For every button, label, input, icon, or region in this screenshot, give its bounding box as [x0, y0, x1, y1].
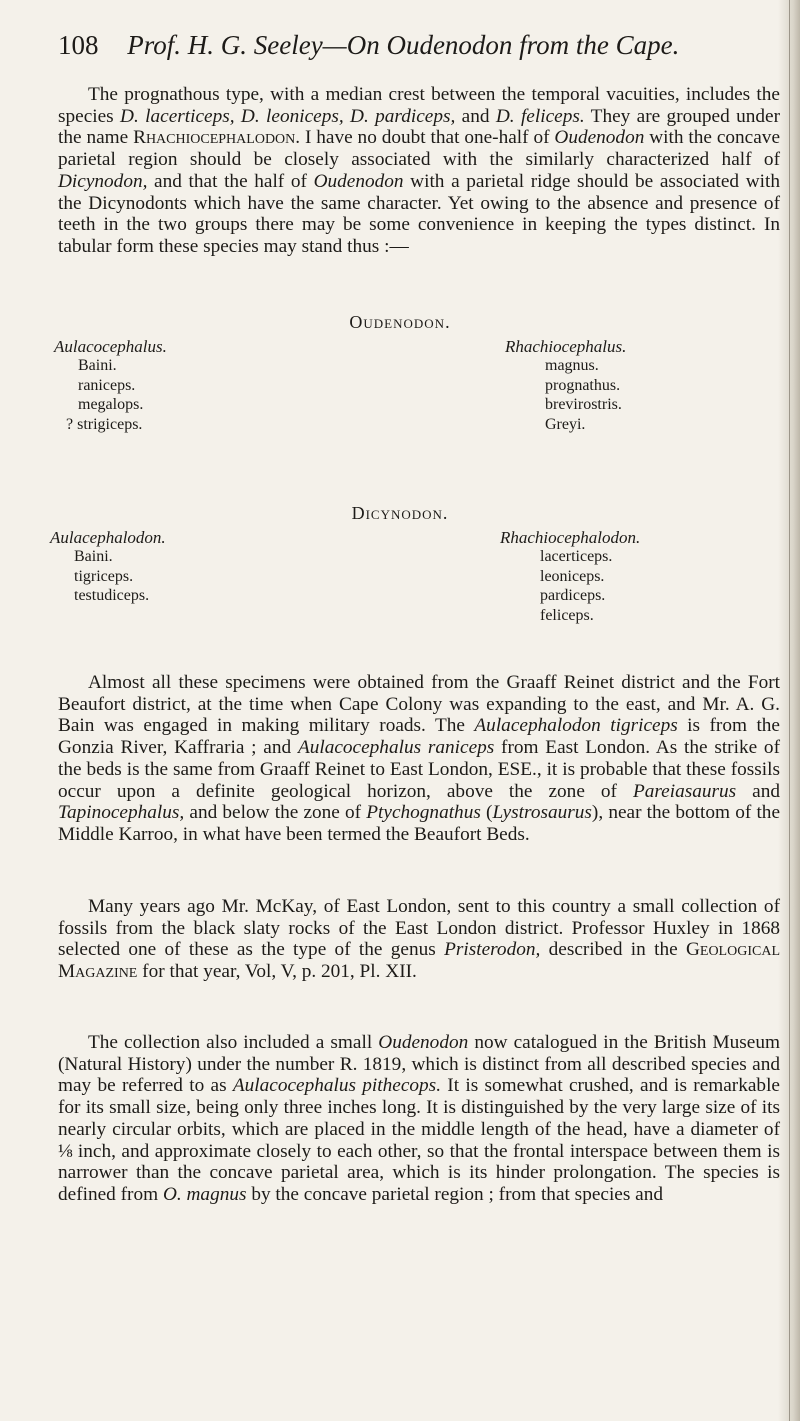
list-item: raniceps. — [78, 376, 136, 394]
list-item: brevirostris. — [545, 396, 622, 414]
genus-name: Dicynodon, — [58, 170, 148, 192]
text-run: now catalogued in the British Museum (Natural History) under the number R. 1819, which is distinct from all described species and may be referred to as — [58, 1032, 780, 1097]
text-run: is from the Gonzia River, Kaffraria ; and — [58, 715, 780, 759]
genus-name: Ptychognathus — [366, 802, 481, 824]
list-item: pardiceps. — [540, 587, 606, 605]
list-item: Greyi. — [545, 415, 586, 433]
running-title: Prof. H. G. Seeley—On Oudenodon from the Cape. — [127, 30, 680, 60]
text-run: Many years ago Mr. McKay, of East London, sent to this country a small collection of fossils from the black slaty rocks of the East London district. Professor Huxley in 1868 selected one of these as the type of the genus — [58, 896, 780, 961]
species-name: O. magnus — [162, 1183, 247, 1205]
genus-name: Pareiasaurus — [632, 780, 737, 802]
genus-name: Lystrosaurus — [492, 802, 592, 824]
paragraph-3 — [58, 896, 780, 983]
table-column-aulacephalodon — [50, 528, 166, 606]
column-title: Rhachiocephalodon. — [500, 528, 641, 547]
journal-name: Geological Magazine — [58, 939, 780, 983]
table-heading-dicynodon: Dicynodon. — [351, 503, 449, 523]
text-run: I have no doubt that one-half of — [300, 127, 555, 149]
text-run: The prognathous type, with a median crest between the temporal vacuities, includes the species — [58, 84, 780, 127]
genus-name: Oudenodon — [554, 127, 645, 149]
running-header — [58, 28, 738, 62]
genus-name: Pristerodon, — [444, 939, 541, 961]
text-run: ), near the bottom of the Middle Karroo, in what have been termed the Beaufort Beds. — [58, 802, 780, 845]
text-run: described in the — [540, 939, 686, 961]
genus-name: Oudenodon — [313, 170, 404, 192]
list-item: prognathus. — [545, 376, 621, 394]
page-number: 108 — [58, 30, 99, 60]
genus-name: Tapinocephalus, — [58, 802, 185, 824]
text-run: and that the half of — [147, 170, 314, 192]
text-run: ( — [480, 802, 493, 824]
species-name: D. feliceps. — [495, 105, 585, 127]
paragraph-2 — [58, 672, 780, 846]
text-run: and — [455, 105, 496, 127]
list-item: Baini. — [74, 548, 113, 566]
list-item: Baini. — [78, 357, 117, 375]
species-name: Aulacocephalus raniceps — [297, 737, 495, 759]
text-run: for that year, Vol, V, p. 201, Pl. XII. — [137, 961, 417, 983]
text-run: It is somewhat crushed, and is remarkable for its small size, being only three inches long. It is distinguished by the very large size of its nearly circular orbits, which are placed in the middle length of the head, have a diameter of ⅛ inch, and approximate closely to each other, so that the frontal interspace between them is narrower than the concave parietal area, which is its hinder prolongation. The species is defined from — [58, 1075, 780, 1205]
table-column-rhachiocephalus — [505, 337, 626, 434]
text-run: with a parietal ridge should be associated with the Dicynodonts which have the same character. Yet owing to the absence and presence of teeth in the two groups there may be some convenience in keeping the types distinct. In tabular form these species may stand thus :— — [58, 170, 780, 257]
text-run: They are grouped under the name — [58, 105, 781, 149]
paragraph-1 — [58, 84, 780, 258]
species-name: Aulacocephalus pithecops. — [232, 1075, 442, 1097]
text-run: and — [736, 780, 780, 802]
column-title: Rhachiocephalus. — [505, 337, 627, 356]
text-run: The collection also included a small — [88, 1032, 379, 1053]
list-item: magnus. — [545, 357, 599, 375]
text-run: by the concave parietal region ; from that species and — [246, 1183, 664, 1205]
list-item: megalops. — [78, 396, 144, 414]
list-item: feliceps. — [540, 606, 594, 624]
table-column-aulacocephalus — [54, 337, 167, 434]
species-name: D. lacerticeps, D. leoniceps, D. pardiceps, — [120, 105, 456, 127]
list-item: ? strigiceps. — [66, 415, 143, 433]
species-name: Aulacephalodon tigriceps — [474, 715, 678, 737]
genus-name: Oudenodon — [378, 1032, 469, 1053]
column-title: Aulacephalodon. — [50, 528, 166, 547]
page-fold-line — [789, 0, 790, 1421]
table-heading-oudenodon: Oudenodon. — [349, 312, 451, 332]
paragraph-4 — [58, 1032, 780, 1206]
table-column-rhachiocephalodon — [500, 528, 640, 625]
list-item: leoniceps. — [540, 567, 605, 585]
column-title: Aulacocephalus. — [54, 337, 167, 356]
list-item: testudiceps. — [74, 587, 150, 605]
genus-name: Rhachiocephalodon. — [133, 127, 301, 149]
text-run: Almost all these specimens were obtained from the Graaff Reinet district and the Fort Beaufort district, at the time when Cape Colony was expanding to the east, and Mr. A. G. Bain was engaged in making military roads. The — [58, 672, 780, 737]
text-run: with the concave parietal region should be closely associated with the similarly characterized half of — [58, 127, 780, 171]
text-run: from East London. As the strike of the beds is the same from Graaff Reinet to East London, ESE., it is probable that these fossils occur upon a definite geological horizon, above the zone of — [58, 737, 780, 802]
list-item: tigriceps. — [74, 567, 134, 585]
list-item: lacerticeps. — [540, 548, 613, 566]
text-run: and below the zone of — [184, 802, 367, 824]
